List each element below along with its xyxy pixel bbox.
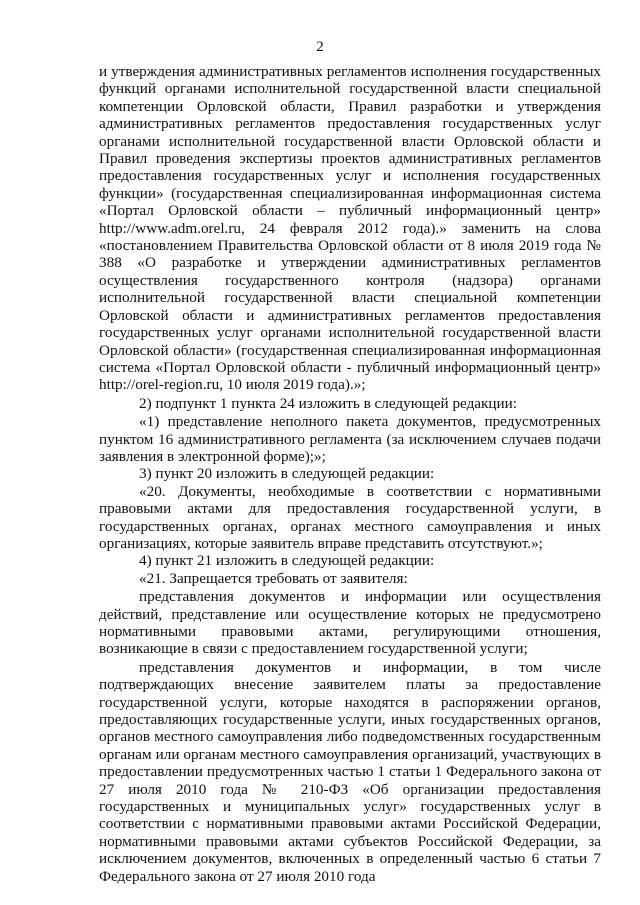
paragraph-item-3: 3) пункт 20 изложить в следующей редакции: [139, 465, 435, 483]
paragraph-item-21-heading: «21. Запрещается требовать от заявителя: [139, 569, 408, 587]
paragraph-item-21-clause-2: представления документов и информации, в том числе подтверждающих внесение заявителем платы за предоставление государственной услуги, которые находятся в распоряжении органов, предоставляющих государственные услуги, иных государственных органов, органов местного самоуправления либо подведомственных государственным органам или органам местного самоуправления организаций, участвующих в предоставлении предусмотренных частью 1 статьи 1 Федерального закона от 27 июля 2010 года № 210-ФЗ «Об организации предоставления государственных и муниципальных услуг» государственных услуг в соответствии с нормативными правовыми актами Российской Федерации, нормативными правовыми актами субъектов Российской Федерации, за исключением документов, включенных в определенный частью 6 статьи 7 Федерального закона от 27 июля 2010 года [99, 658, 601, 885]
paragraph-continuation: и утверждения административных регламентов исполнения государственных функций органами исполнительной государственной власти специальной компетенции Орловской области, Правил разработки и утверждения административных регламентов предоставления государственных услуг органами исполнительной государственной власти Орловской области и Правил проведения экспертизы проектов административных регламентов предоставления государственных услуг и исполнения государственных функции» (государственная специализированная информационная система «Портал Орловской области – публичный информационный центр» http://www.adm.orel.ru, 24 февраля 2012 года).» заменить на слова «постановлением Правительства Орловской области от 8 июля 2019 года № 388 «О разработке и утверждении административных регламентов осуществления государственного контроля (надзора) органами исполнительной государственной власти специальной компетенции Орловской области и административных регламентов предоставления государственных услуг органами исполнительной государственной власти Орловской области» (государственная специализированная информационная система «Портал Орловской области - публичный информационный центр» http://orel-region.ru, 10 июля 2019 года).»; [99, 63, 601, 394]
paragraph-item-2-text: «1) представление неполного пакета документов, предусмотренных пунктом 16 административного регламента (за исключением случаев подачи заявления в электронной форме);»; [99, 413, 601, 465]
paragraph-item-3-text: «20. Документы, необходимые в соответствии с нормативными правовыми актами для предоставления государственной услуги, в государственных органах, органах местного самоуправления и иных организациях, которые заявитель вправе представить отсутствуют.»; [99, 482, 601, 552]
paragraph-item-4: 4) пункт 21 изложить в следующей редакции: [139, 552, 435, 570]
document-body [99, 63, 601, 885]
paragraph-item-21-clause-1: представления документов и информации или осуществления действий, представление или осуществление которых не предусмотрено нормативными правовыми актами, регулирующими отношения, возникающие в связи с предоставлением государственной услуги; [99, 588, 601, 658]
paragraph-item-2: 2) подпункт 1 пункта 24 изложить в следующей редакции: [139, 394, 518, 412]
page-number: 2 [316, 39, 324, 55]
